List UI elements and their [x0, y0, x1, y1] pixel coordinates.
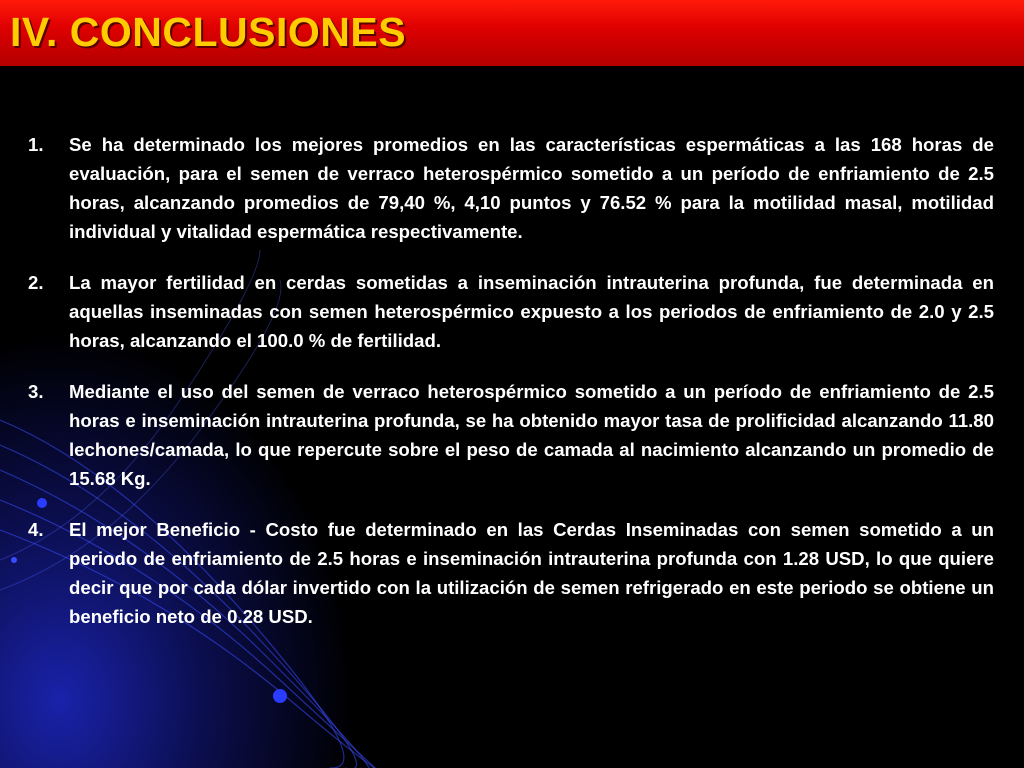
list-item-number: 4. [28, 519, 44, 540]
list-item-text: Mediante el uso del semen de verraco heterospérmico sometido a un período de enfriamiento de 2.5 horas e inseminación intrauterina profunda, se ha obtenido mayor tasa de prolificidad alcanzando 11.80 lechones/camada, lo que repercute sobre el peso de camada al nacimiento alcanzando un promedio de 15.68 Kg. [69, 381, 994, 489]
slide-title: IV. CONCLUSIONES [10, 9, 407, 55]
list-item [28, 377, 994, 493]
list-item-text: La mayor fertilidad en cerdas sometidas a inseminación intrauterina profunda, fue determinada en aquellas inseminadas con semen heterospérmico expuesto a los periodos de enfriamiento de 2.0 y 2.5 horas, alcanzando el 100.0 % de fertilidad. [69, 272, 994, 351]
decorative-dot [11, 557, 17, 563]
list-item-text: El mejor Beneficio - Costo fue determinado en las Cerdas Inseminadas con semen sometido a un periodo de enfriamiento de 2.5 horas e inseminación intrauterina profunda con 1.28 USD, lo que quiere decir que por cada dólar invertido con la utilización de semen refrigerado en este periodo se obtiene un beneficio neto de 0.28 USD. [69, 519, 994, 627]
conclusions-list [28, 130, 994, 653]
decorative-dot [273, 689, 287, 703]
list-item [28, 515, 994, 631]
title-bar [0, 0, 1024, 66]
list-item-number: 3. [28, 381, 44, 402]
list-item [28, 130, 994, 246]
list-item-text: Se ha determinado los mejores promedios en las características espermáticas a las 168 horas de evaluación, para el semen de verraco heterospérmico sometido a un período de enfriamiento de 2.5 horas, alcanzando promedios de 79,40 %, 4,10 puntos y 76.52 % para la motilidad masal, motilidad individual y vitalidad espermática respectivamente. [69, 134, 994, 242]
list-item-number: 1. [28, 134, 44, 155]
list-item [28, 268, 994, 355]
list-item-number: 2. [28, 272, 44, 293]
